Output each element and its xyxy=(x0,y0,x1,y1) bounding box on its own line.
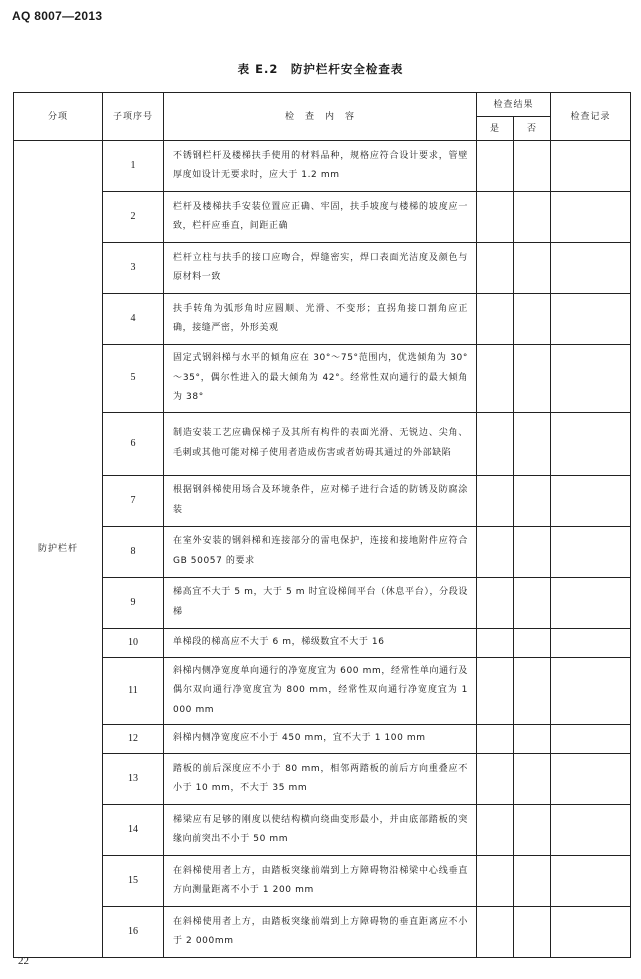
record-cell[interactable] xyxy=(551,657,631,725)
item-number-cell: 6 xyxy=(103,412,164,475)
record-cell[interactable] xyxy=(551,141,631,192)
record-cell[interactable] xyxy=(551,725,631,754)
table-body xyxy=(14,141,631,958)
table-row xyxy=(14,412,631,475)
check-content-cell: 在斜梯使用者上方，由踏板突缘前端到上方障碍物的垂直距离应不小于 2 000mm xyxy=(164,907,477,958)
record-cell[interactable] xyxy=(551,294,631,345)
result-no-cell[interactable] xyxy=(514,243,551,294)
table-row xyxy=(14,856,631,907)
item-number-cell: 12 xyxy=(103,725,164,754)
header-row xyxy=(14,93,631,117)
check-content-cell: 不锈钢栏杆及楼梯扶手使用的材料品种，规格应符合设计要求，管壁厚度如设计无要求时，应大于 1.2 mm xyxy=(164,141,477,192)
table-row xyxy=(14,657,631,725)
record-cell[interactable] xyxy=(551,192,631,243)
result-yes-cell[interactable] xyxy=(477,345,514,413)
record-cell[interactable] xyxy=(551,345,631,413)
check-content-cell: 栏杆立柱与扶手的接口应吻合，焊缝密实，焊口表面光洁度及颜色与原材料一致 xyxy=(164,243,477,294)
table-row xyxy=(14,628,631,657)
result-yes-cell[interactable] xyxy=(477,475,514,526)
check-content-cell: 单梯段的梯高应不大于 6 m，梯级数宜不大于 16 xyxy=(164,628,477,657)
table-title: 表 E.2 防护栏杆安全检查表 xyxy=(237,62,404,76)
standard-number: AQ 8007—2013 xyxy=(12,9,103,23)
check-content-cell: 斜梯内侧净宽度单向通行的净宽度宜为 600 mm，经常性单向通行及偶尔双向通行净宽度宜为 800 mm，经常性双向通行净宽度宜为 1 000 mm xyxy=(164,657,477,725)
table-row xyxy=(14,577,631,628)
record-cell[interactable] xyxy=(551,243,631,294)
result-no-cell[interactable] xyxy=(514,856,551,907)
result-yes-cell[interactable] xyxy=(477,294,514,345)
result-yes-cell[interactable] xyxy=(477,856,514,907)
result-no-cell[interactable] xyxy=(514,526,551,577)
item-number-cell: 3 xyxy=(103,243,164,294)
result-no-cell[interactable] xyxy=(514,628,551,657)
table-row xyxy=(14,526,631,577)
table-row xyxy=(14,345,631,413)
record-cell[interactable] xyxy=(551,628,631,657)
record-cell[interactable] xyxy=(551,526,631,577)
check-content-cell: 梯高宜不大于 5 m，大于 5 m 时宜设梯间平台（休息平台），分段设梯 xyxy=(164,577,477,628)
table-row xyxy=(14,475,631,526)
result-yes-cell[interactable] xyxy=(477,192,514,243)
result-no-cell[interactable] xyxy=(514,577,551,628)
column-header-record: 检查记录 xyxy=(551,93,631,141)
check-content-cell: 栏杆及楼梯扶手安装位置应正确、牢固，扶手坡度与楼梯的坡度应一致，栏杆应垂直，间距正确 xyxy=(164,192,477,243)
result-yes-cell[interactable] xyxy=(477,141,514,192)
result-yes-cell[interactable] xyxy=(477,243,514,294)
column-header-yes: 是 xyxy=(477,117,514,141)
result-yes-cell[interactable] xyxy=(477,412,514,475)
result-yes-cell[interactable] xyxy=(477,526,514,577)
record-cell[interactable] xyxy=(551,856,631,907)
table-row xyxy=(14,192,631,243)
result-no-cell[interactable] xyxy=(514,657,551,725)
column-header-no: 否 xyxy=(514,117,551,141)
record-cell[interactable] xyxy=(551,754,631,805)
item-number-cell: 8 xyxy=(103,526,164,577)
table-row xyxy=(14,243,631,294)
table-row xyxy=(14,294,631,345)
safety-checklist-table xyxy=(13,92,631,958)
check-content-cell: 固定式钢斜梯与水平的倾角应在 30°～75°范围内，优选倾角为 30°～35°，偶尔性进入的最大倾角为 42°。经常性双向通行的最大倾角为 38° xyxy=(164,345,477,413)
result-no-cell[interactable] xyxy=(514,192,551,243)
item-number-cell: 14 xyxy=(103,805,164,856)
item-number-cell: 10 xyxy=(103,628,164,657)
column-header-content: 检 查 内 容 xyxy=(164,93,477,141)
record-cell[interactable] xyxy=(551,412,631,475)
check-content-cell: 踏板的前后深度应不小于 80 mm，相邻两踏板的前后方向重叠应不小于 10 mm，不大于 35 mm xyxy=(164,754,477,805)
item-number-cell: 9 xyxy=(103,577,164,628)
table-row xyxy=(14,725,631,754)
check-content-cell: 梯梁应有足够的刚度以使结构横向绕曲变形最小，并由底部踏板的突缘向前突出不小于 50 mm xyxy=(164,805,477,856)
item-number-cell: 7 xyxy=(103,475,164,526)
check-content-cell: 制造安装工艺应确保梯子及其所有构件的表面光滑、无锐边、尖角、毛刺或其他可能对梯子使用者造成伤害或者妨碍其通过的外部缺陷 xyxy=(164,412,477,475)
result-yes-cell[interactable] xyxy=(477,628,514,657)
item-number-cell: 5 xyxy=(103,345,164,413)
result-no-cell[interactable] xyxy=(514,141,551,192)
table-row xyxy=(14,805,631,856)
result-yes-cell[interactable] xyxy=(477,754,514,805)
item-number-cell: 15 xyxy=(103,856,164,907)
record-cell[interactable] xyxy=(551,805,631,856)
result-no-cell[interactable] xyxy=(514,412,551,475)
record-cell[interactable] xyxy=(551,475,631,526)
check-content-cell: 在室外安装的钢斜梯和连接部分的雷电保护，连接和接地附件应符合 GB 50057 的要求 xyxy=(164,526,477,577)
check-content-cell: 根据钢斜梯使用场合及环境条件，应对梯子进行合适的防锈及防腐涂装 xyxy=(164,475,477,526)
check-content-cell: 扶手转角为弧形角时应圆顺、光滑、不变形；直拐角接口割角应正确，接缝严密，外形美观 xyxy=(164,294,477,345)
column-header-result: 检查结果 xyxy=(477,93,551,117)
result-no-cell[interactable] xyxy=(514,907,551,958)
result-yes-cell[interactable] xyxy=(477,725,514,754)
result-yes-cell[interactable] xyxy=(477,657,514,725)
item-number-cell: 1 xyxy=(103,141,164,192)
result-yes-cell[interactable] xyxy=(477,805,514,856)
table-row xyxy=(14,754,631,805)
result-no-cell[interactable] xyxy=(514,294,551,345)
result-no-cell[interactable] xyxy=(514,754,551,805)
item-number-cell: 13 xyxy=(103,754,164,805)
page-number: 22 xyxy=(18,955,29,967)
result-no-cell[interactable] xyxy=(514,805,551,856)
item-number-cell: 2 xyxy=(103,192,164,243)
result-no-cell[interactable] xyxy=(514,345,551,413)
item-number-cell: 4 xyxy=(103,294,164,345)
table-row xyxy=(14,907,631,958)
result-yes-cell[interactable] xyxy=(477,577,514,628)
column-header-item-no: 子项序号 xyxy=(103,93,164,141)
table-row xyxy=(14,141,631,192)
check-content-cell: 在斜梯使用者上方，由踏板突缘前端到上方障碍物沿梯梁中心线垂直方向测量距离不小于 1 200 mm xyxy=(164,856,477,907)
result-no-cell[interactable] xyxy=(514,475,551,526)
record-cell[interactable] xyxy=(551,907,631,958)
check-content-cell: 斜梯内侧净宽度应不小于 450 mm，宜不大于 1 100 mm xyxy=(164,725,477,754)
result-no-cell[interactable] xyxy=(514,725,551,754)
item-number-cell: 16 xyxy=(103,907,164,958)
category-cell: 防护栏杆 xyxy=(14,141,103,958)
item-number-cell: 11 xyxy=(103,657,164,725)
result-yes-cell[interactable] xyxy=(477,907,514,958)
record-cell[interactable] xyxy=(551,577,631,628)
column-header-category: 分项 xyxy=(14,93,103,141)
